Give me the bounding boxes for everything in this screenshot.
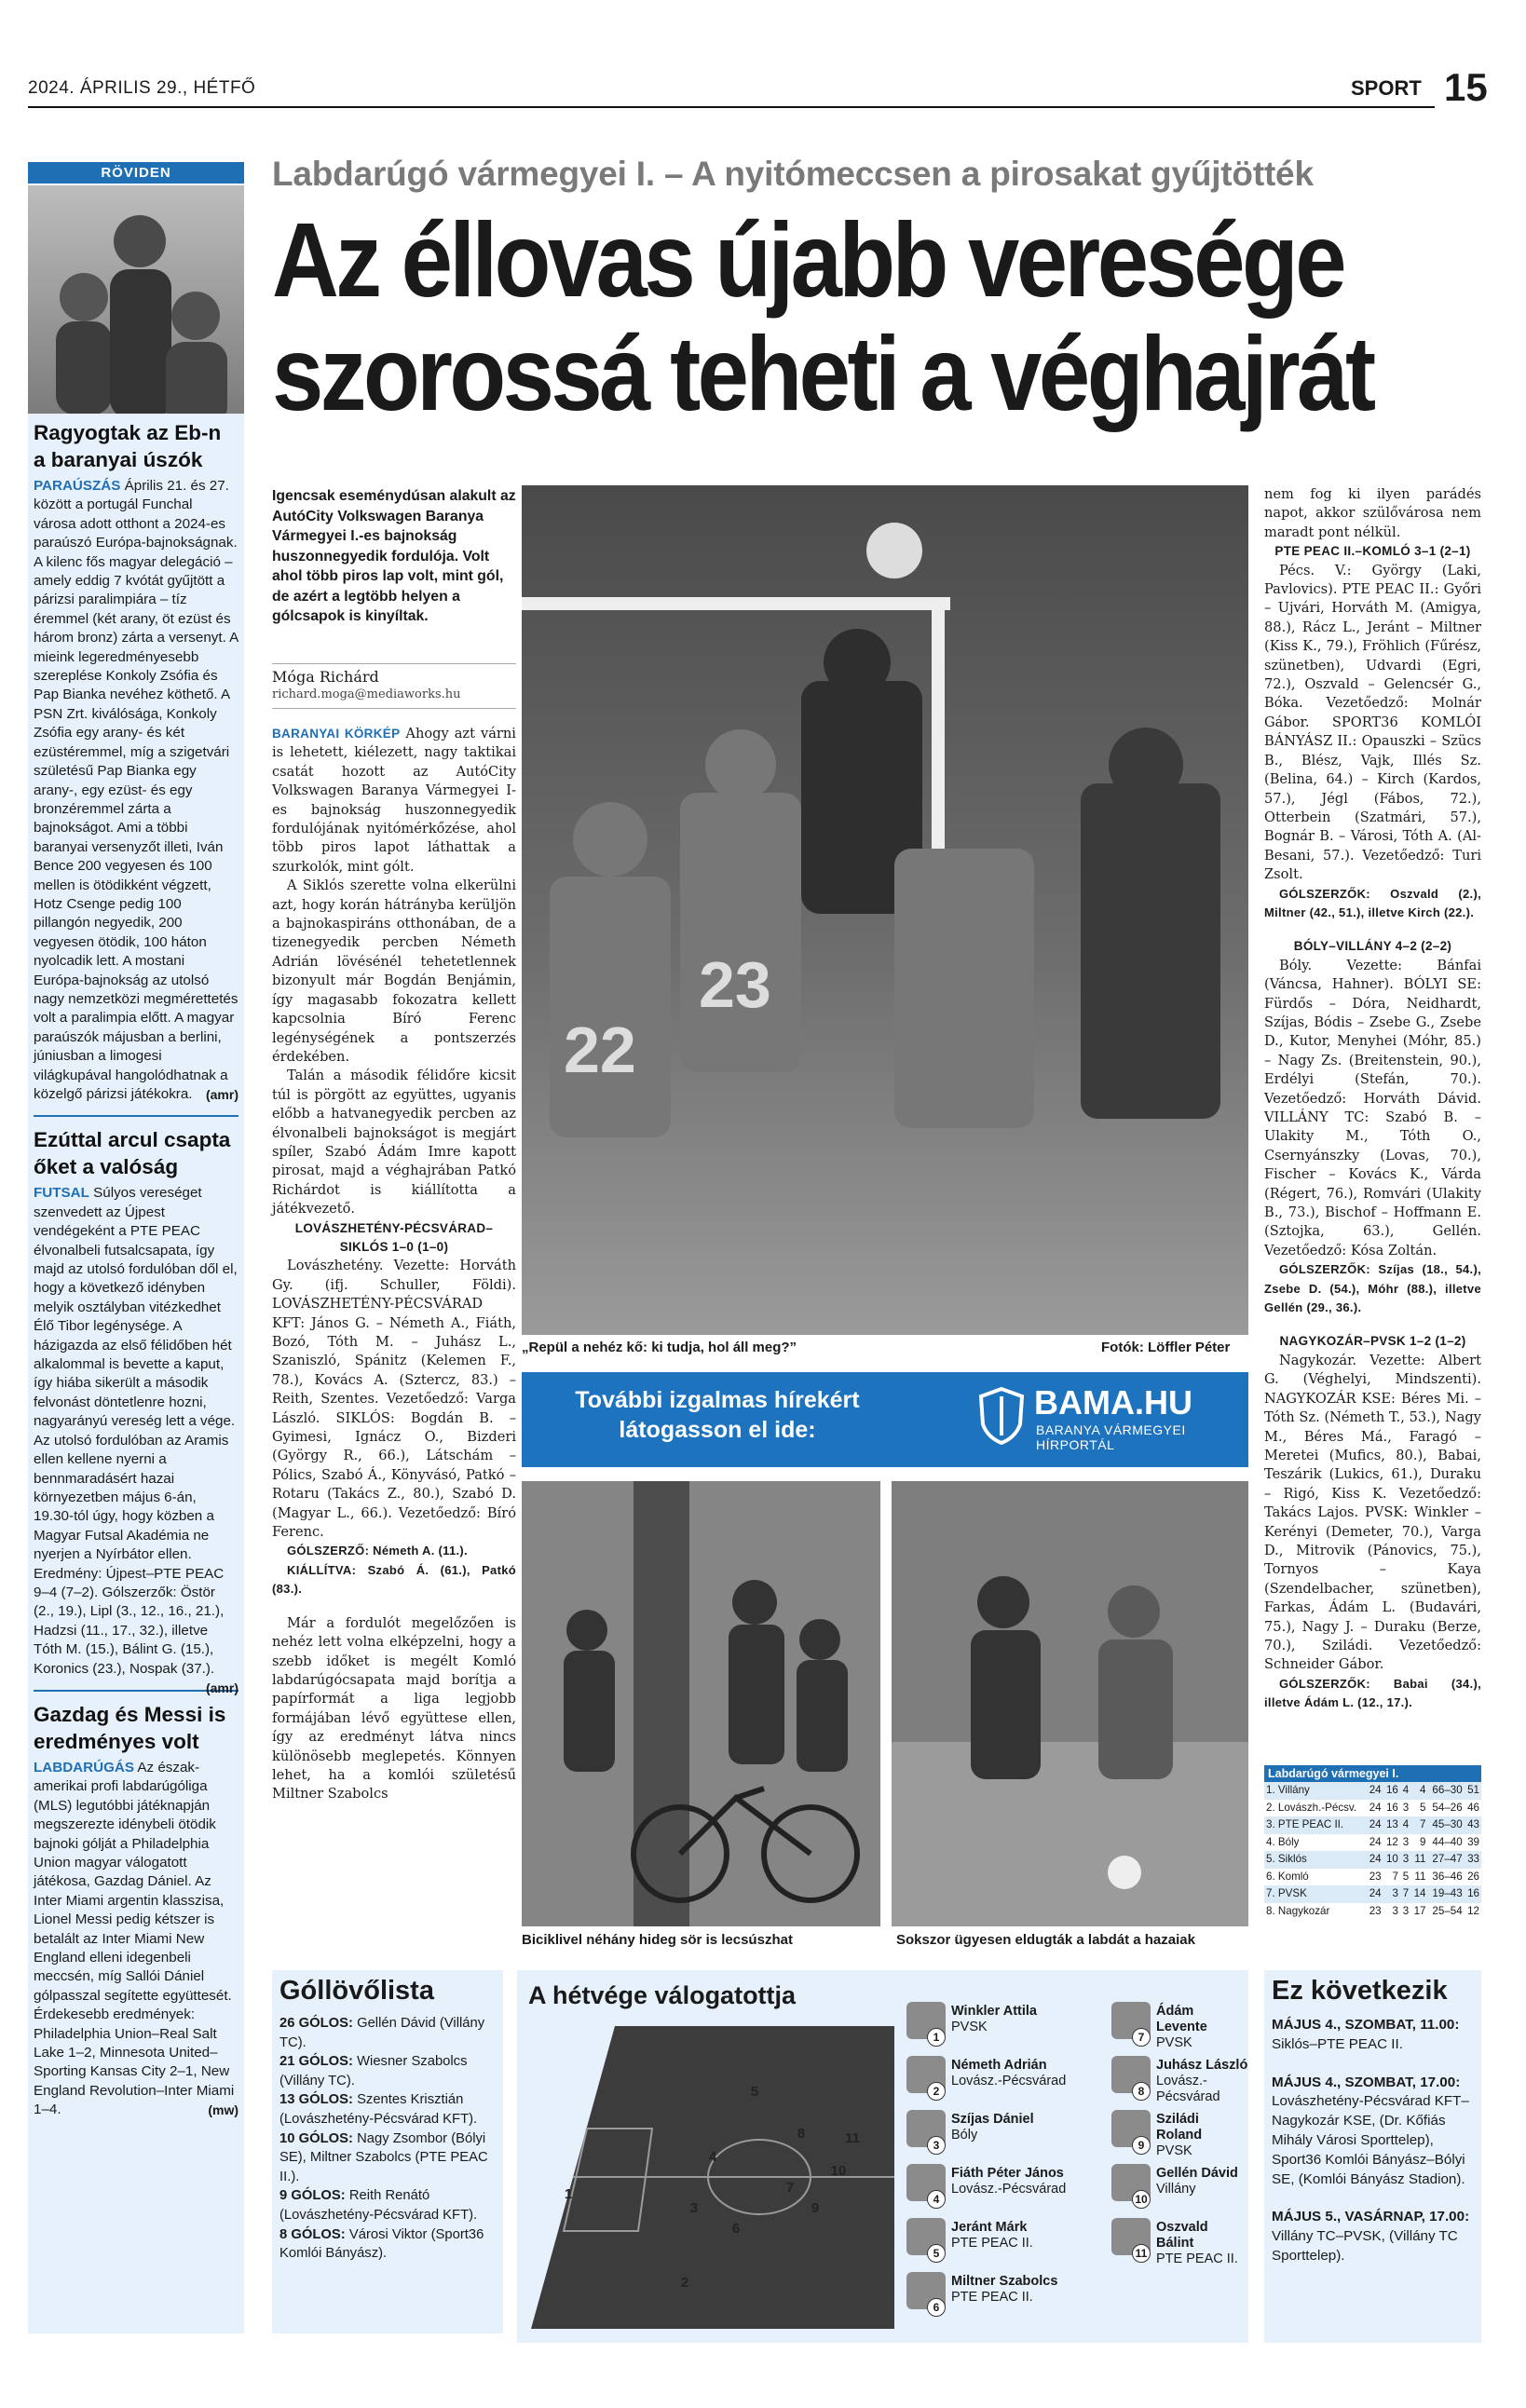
player-number: 4	[927, 2190, 946, 2209]
short-news-2-title: Ezúttal arcul csapta őket a valóság	[34, 1128, 231, 1179]
player-shirt: 7	[776, 2173, 804, 2201]
top-scorer-entry	[272, 2090, 503, 2129]
player-name: Miltner Szabolcs	[951, 2274, 1058, 2289]
player-entry	[951, 2166, 1066, 2197]
dribble-image	[892, 1481, 1248, 1926]
fixture-matches: Lovászhetény-Pécsvárad KFT–Nagykozár KSE, (Dr. Kőfiás Mihály Városi Sporttelep), Sport36 Komlói Bányász–Bólyi SE, (Komlói Bányász Stadion).	[1272, 2093, 1469, 2187]
short-news-divider	[34, 1115, 238, 1117]
player-number: 3	[927, 2136, 946, 2155]
player-club: Villány	[1156, 2182, 1196, 2197]
player-shirt: 5	[741, 2077, 769, 2105]
stat-cell: 4	[1400, 1816, 1410, 1834]
fixture-entry	[1264, 2016, 1481, 2055]
player-club: PVSK	[1156, 2035, 1192, 2050]
stat-cell: 11	[1410, 1851, 1427, 1869]
article-kicker: Labdarúgó vármegyei I. – A nyitómeccsen a pirosakat gyűjtötték	[272, 155, 1314, 193]
player-name: Winkler Attila	[951, 2004, 1037, 2019]
stat-cell: 24	[1369, 1835, 1382, 1848]
player-number: 8	[1132, 2082, 1151, 2101]
stat-cell: 5	[1402, 1870, 1410, 1883]
player-club: PTE PEAC II.	[951, 2290, 1033, 2305]
table-row	[1264, 1869, 1481, 1886]
player-number: 2	[927, 2082, 946, 2101]
photo-3-caption: Sokszor ügyesen eldugták a labdát a hazaiak	[896, 1932, 1195, 1948]
team-name-cell: 5. Siklós	[1264, 1851, 1366, 1869]
short-news-1-body	[28, 477, 244, 1104]
article-section-kicker: BARANYAI KÖRKÉP	[272, 727, 401, 741]
stat-cell: 54–26	[1432, 1801, 1463, 1814]
stat-cell: 43	[1465, 1816, 1481, 1834]
player-club: Bóly	[951, 2128, 978, 2143]
paragraph: Talán a második félidőre kicsit túl is pörgött az együttes, ugyanis előbb a hatvanegyedik percben az élvonalbeli bajnokságot is megjárt spíler, Szabó Ádám Imre kapott pirosat, majd a véghajrában Patkó Richárdot is kiállította a játékvezető.	[272, 1068, 516, 1218]
player-number: 7	[1132, 2028, 1151, 2047]
stat-cell: 24	[1366, 1816, 1383, 1834]
team-name-cell: 1. Villány	[1264, 1782, 1366, 1800]
stat-cell: 3	[1383, 1885, 1400, 1903]
match-report: Pécs. V.: György (Laki, Pavlovics). PTE PEAC II.: Győri – Ujvári, Horváth M. (Amigya, 88.), Rácz L., Jeránt – Miltner (Kiss K., 79.), Fröhlich (Fűrész, szünetben), Udvardi (Egri, 72.), Oszvald – Gelencsér G., Bóka. Vezetőedző: Molnár Gábor. SPORT36 KOMLÓI BÁNYÁSZ II.: Opauszki – Szücs B., Blész, Vajk, Illés Sz. (Belina, 64.) – Kirch (Kardos, 57.), Jégl (Fábos, 72.), Otterbein (Szatmári, 57.), Bognár B. – Városi, Tóth A. (Al-Besani, 57.). Vezetőedző: Turi Zsolt.	[1264, 562, 1481, 883]
stat-cell: 16	[1385, 1801, 1398, 1814]
fixture-matches: Villány TC–PVSK, (Villány TC Sporttelep).	[1272, 2228, 1458, 2264]
league-table-title: Labdarúgó vármegyei I.	[1264, 1765, 1481, 1782]
top-scorer-entry	[272, 2129, 503, 2187]
scorer-name: Városi Viktor (Sport36 Komlói Bányász).	[279, 2226, 484, 2262]
spectators-bicycle-photo	[522, 1481, 880, 1926]
stat-cell: 3	[1392, 1904, 1398, 1917]
player-name: Gellén Dávid	[1156, 2166, 1238, 2181]
fixture-date: MÁJUS 4., SZOMBAT, 11.00:	[1272, 2017, 1460, 2033]
player-entry	[1156, 2112, 1248, 2159]
player-club: PVSK	[951, 2020, 988, 2034]
top-scorer-entry	[272, 2052, 503, 2090]
article-column-1	[272, 725, 516, 1804]
match-report: Bóly. Vezette: Bánfai (Váncsa, Hahner). BÓLYI SE: Fürdős – Dóra, Neidhardt, Szíjas, Bódis – Zsebe G., Zsebe D., Kutor, Menyhei (Móhr, 85.) – Nagy Zs. (Breitenstein, 90.), Erdélyi (Stefán, 70.). Vezetőedző: Horváth Dávid. VILLÁNY TC: Szabó B. – Ulakity M., Tóth O., Csernyánszky (Lovas, 70.), Fischer – Kovács K., Várda (Régert, 76.), Romvári (Ulakity B., 73.), Bischof – Hoffmann E. (Sztojka, 63.), Gellén. Vezetőedző: Kósa Zoltán.	[1264, 957, 1481, 1258]
stat-cell: 36–46	[1432, 1870, 1463, 1883]
team-name-cell: 8. Nagykozár	[1266, 1904, 1330, 1917]
team-name-cell: 3. PTE PEAC II.	[1264, 1816, 1366, 1834]
match-scorers: GÓLSZERZŐK: Oszvald (2.), Miltner (42., 51.), illetve Kirch (22.).	[1264, 886, 1481, 919]
table-row	[1264, 1834, 1481, 1852]
player-number: 5	[927, 2244, 946, 2263]
bama-promo-banner[interactable]	[522, 1372, 1248, 1467]
goal-count: 8 GÓLOS:	[279, 2226, 346, 2242]
banner-text: További izgalmas hírekért látogasson el ide:	[575, 1387, 860, 1443]
short-news-2-body	[28, 1184, 244, 1695]
table-row	[1264, 1903, 1481, 1921]
player-shirt: 3	[680, 2194, 708, 2222]
author-email[interactable]: richard.moga@mediaworks.hu	[272, 687, 461, 701]
player-number: 10	[1132, 2190, 1151, 2209]
player-number: 6	[927, 2298, 946, 2317]
stat-cell: 14	[1410, 1885, 1427, 1903]
player-shirt: 4	[699, 2143, 727, 2170]
svg-text:23: 23	[699, 948, 771, 1021]
player-entry	[951, 2058, 1066, 2089]
spectators-image	[522, 1481, 880, 1926]
short-news-1-text: Április 21. és 27. között a portugál Funchal városa adott otthont a 2024-es paraúszó Európa-bajnokságnak. A kilenc fős magyar delegáció – amely eddig 7 kvótát gyűjtött a párizsi paralimpiára – tíz éremmel (két arany, öt ezüst és három bronz) zárta a versenyt. A mieink legeredményesebb szereplése Konkoly Zsófia és Pap Bianka nevéhez köthető. A PSN Zrt. kiválósága, Konkoly Zsófia egy arany- és két ezüstéremmel, míg a szigetvári születésű Pap Bianka egy arany-, egy ezüst- és egy bronzéremmel zárta a bajnokságot. Ami a többi baranyai versenyzőt illeti, Iván Bence 200 vegyesen és 100 mellen is ötödikként végzett, Hotz Csenge pedig 100 pillangón negyedik, 200 vegyesen ötödik, 100 háton nyolcadik lett. A mostani Európa-bajnokság az utolsó nagy nemzetközi megmérettetés volt a paralimpia előtt. A magyar paraúszók májusban a berlini, júniusban a limogesi világkupával hangolódhatnak a közelgő párizsi játékokra.	[34, 478, 238, 1102]
stat-cell: 7	[1410, 1816, 1427, 1834]
player-entry	[1156, 2004, 1248, 2051]
scorer-name: Reith Renátó (Lovászhetény-Pécsvárad KFT).	[279, 2188, 478, 2223]
stat-cell: 10	[1383, 1851, 1400, 1869]
short-news-3-sig: (mw)	[208, 2102, 238, 2118]
paragraph: nem fog ki ilyen parádés napot, akkor szülővárosa nem maradt pont nélkül.	[1264, 486, 1481, 540]
stat-cell: 44–40	[1432, 1835, 1463, 1848]
stat-cell: 27–47	[1427, 1851, 1464, 1869]
player-club: PTE PEAC II.	[1156, 2252, 1238, 2266]
match-scorers: GÓLSZERZŐK: Babai (34.), illetve Ádám L. (12., 17.).	[1264, 1676, 1481, 1710]
stat-cell: 25–54	[1432, 1904, 1463, 1917]
fixture-matches: Siklós–PTE PEAC II.	[1272, 2035, 1403, 2052]
scorer-name: Nagy Zsombor (Bólyi SE), Miltner Szabolcs (PTE PEAC II.).	[279, 2130, 488, 2184]
stat-cell: 19–43	[1427, 1885, 1464, 1903]
stat-cell: 7	[1400, 1885, 1410, 1903]
logo-sub-1: BARANYA VÁRMEGYEI	[1036, 1422, 1186, 1437]
player-name: Ádám Levente	[1156, 2004, 1207, 2034]
match-title: BÓLY–VILLÁNY 4–2 (2–2)	[1293, 939, 1452, 954]
top-scorer-entry	[272, 2186, 503, 2224]
fixture-entry	[1264, 2208, 1481, 2265]
stat-cell: 24	[1366, 1851, 1383, 1869]
stat-cell: 13	[1383, 1816, 1400, 1834]
paragraph: Ahogy azt várni is lehetett, kiélezett, nagy taktikai csatát hozott az AutóCity Volkswagen Baranya Vármegyei I-es bajnokság huszonnegyedik fordulójának nyitómérkőzése, ahol több piros lapot láthattak a szurkolók, mint gólt.	[272, 726, 516, 875]
shield-icon	[978, 1387, 1025, 1445]
stat-cell: 3	[1402, 1835, 1410, 1848]
goal-count: 10 GÓLOS:	[279, 2130, 353, 2146]
short-news-2-text: Súlyos vereséget szenvedett az Újpest vendégeként a PTE PEAC élvonalbeli futsalcsapata, így majd az utolsó fordulóban dől el, hogy a következő idényben melyik osztályban vitézkedhet Élő Tibor legénysége. A házigazda az első félidőben hét alkalommal is bevette a kaput, így hiába sikerült a második felvonást döntetlenre hozni, nagyarányú vereség lett a vége. Az utolsó fordulóban az Aramis ellen kellene nyerni a bennmaradásért hazai környezetben május 6-án, 19.30-tól úgy, hogy közben a Magyar Futsal Akadémia ne nyerjen a Nyírbátor ellen. Eredmény: Újpest–PTE PEAC 9–4 (7–2). Gólszerzők: Östör (2., 19.), Lipl (3., 12., 16., 21.), Hadzsi (11., 17., 32.), illetve Tóth M. (15.), Bálint G. (15.), Koronics (23.), Nospak (37.).	[34, 1185, 238, 1677]
league-table-grid	[1264, 1782, 1481, 1920]
svg-text:22: 22	[564, 1014, 636, 1086]
player-entry	[1156, 2058, 1248, 2105]
short-news-2-kicker: FUTSAL	[34, 1185, 89, 1202]
team-of-the-week-box	[517, 1970, 1248, 2343]
player-entry	[951, 2220, 1033, 2252]
top-scorer-entry	[272, 2225, 503, 2264]
paragraph: A Siklós szerette volna elkerülni azt, hogy korán hátrányba kerüljön a bajnokaspiráns otthonában, de a tizenegyedik percben Németh Adrián lövésénél tehetetlennek bizonyult már Bogdán Benjámin, így magasabb fokozatra kellett kapcsolnia Bíró Ferenc legénységének a pontszerzés érdekében.	[272, 877, 516, 1065]
player-club: Lovász.-Pécsvárad	[951, 2182, 1067, 2197]
player-entry	[951, 2112, 1034, 2143]
stat-cell: 24	[1369, 1801, 1382, 1814]
player-shirt: 2	[671, 2268, 699, 2296]
player-name: Fiáth Péter János	[951, 2166, 1064, 2181]
main-match-photo	[522, 485, 1248, 1335]
top-scorer-entry	[272, 2014, 503, 2052]
player-club: Lovász.-Pécsvárad	[951, 2074, 1067, 2088]
player-name: Oszvald Bálint	[1156, 2220, 1208, 2251]
header-rule	[28, 106, 1435, 108]
short-news-3-body	[28, 1759, 244, 2120]
byline-rule	[272, 708, 516, 709]
stat-cell: 23	[1369, 1870, 1382, 1883]
player-shirt: 11	[838, 2124, 866, 2152]
match-title: LOVÁSZHETÉNY-PÉCSVÁRAD–SIKLÓS 1–0 (1–0)	[294, 1220, 494, 1254]
match-scorers: GÓLSZERZŐK: Szíjas (18., 54.), Zsebe D. (54.), Móhr (88.), illetve Gellén (29., 36.).	[1264, 1262, 1481, 1315]
bama-logo[interactable]	[978, 1385, 1220, 1454]
stat-cell: 3	[1400, 1851, 1410, 1869]
team-of-the-week-title: A hétvége válogatottja	[528, 1981, 797, 2009]
table-row	[1264, 1816, 1481, 1834]
stat-cell: 66–30	[1427, 1782, 1464, 1800]
article-headline	[272, 203, 1420, 430]
stat-cell: 16	[1383, 1782, 1400, 1800]
headline-line-2: szorossá teheti a véghajrát	[272, 315, 1373, 432]
stat-cell: 16	[1465, 1885, 1481, 1903]
player-club: Lovász.-Pécsvárad	[1156, 2074, 1220, 2104]
top-scorers-title: Góllövőlista	[279, 1976, 434, 2006]
short-news-label	[28, 158, 244, 185]
scorer-name: Gellén Dávid (Villány TC).	[279, 2016, 485, 2050]
stat-cell: 4	[1410, 1782, 1427, 1800]
stat-cell: 7	[1392, 1870, 1398, 1883]
top-scorers-box	[272, 1970, 503, 2333]
player-entry	[951, 2004, 1037, 2035]
stat-cell: 11	[1414, 1870, 1426, 1883]
player-shirt: 10	[824, 2156, 852, 2184]
scorer-name: Szentes Krisztián (Lovászhetény-Pécsvárad KFT).	[279, 2092, 478, 2127]
player-name: Jeránt Márk	[951, 2220, 1028, 2235]
author-name: Móga Richárd	[272, 663, 516, 686]
player-club: PVSK	[1156, 2143, 1192, 2158]
paragraph: Már a fordulót megelőzően is nehéz lett volna elképzelni, hogy a szebb időket is megélt Komló labdarúgócsapata majd borítja a papírformát a liga legjobb formájában lévő együttese ellen, így az eredményt látva nincs különösebb meglepetés. Könnyen lehet, ha a komlói születésű Miltner Szabolcs	[272, 1614, 516, 1803]
team-name-cell: 6. Komló	[1266, 1870, 1309, 1883]
team-name-cell: 7. PVSK	[1264, 1885, 1366, 1903]
match-title: PTE PEAC II.–KOMLÓ 3–1 (2–1)	[1274, 544, 1471, 559]
team-name-cell: 4. Bóly	[1266, 1835, 1300, 1848]
upcoming-fixtures-title: Ez következik	[1272, 1976, 1448, 2006]
player-entry	[1156, 2220, 1248, 2267]
table-row	[1264, 1800, 1481, 1817]
player-entry	[1156, 2166, 1238, 2197]
stat-cell: 4	[1400, 1782, 1410, 1800]
player-number: 11	[1132, 2244, 1151, 2263]
player-name: Sziládi Roland	[1156, 2112, 1203, 2143]
stat-cell: 51	[1465, 1782, 1481, 1800]
table-row	[1264, 1885, 1481, 1903]
player-number: 9	[1132, 2136, 1151, 2155]
player-entry	[951, 2274, 1057, 2306]
short-news-3-kicker: LABDARÚGÁS	[34, 1759, 134, 1775]
goalmouth-action-image	[522, 485, 1248, 1335]
stat-cell: 46	[1467, 1801, 1479, 1814]
short-news-2-sig: (amr)	[205, 1680, 238, 1695]
player-club: PTE PEAC II.	[951, 2236, 1033, 2251]
player-shirt: 9	[801, 2194, 829, 2222]
stat-cell: 3	[1402, 1801, 1410, 1814]
goal-count: 13 GÓLOS:	[279, 2092, 353, 2108]
upcoming-fixtures-box	[1264, 1970, 1481, 2343]
logo-text: BAMA.HU	[1034, 1383, 1192, 1422]
stat-cell: 33	[1465, 1851, 1481, 1869]
headline-line-1: Az éllovas újabb veresége	[272, 201, 1344, 319]
article-lede: Igencsak eseménydúsan alakult az AutóCity Volkswagen Baranya Vármegyei I.-es bajnokság huszonnegyedik fordulója. Volt ahol több piros lap volt, mint gól, de azért a legtöbb helyen a gólcsapok is kinyíltak.	[272, 488, 516, 624]
player-shirt: 6	[722, 2214, 750, 2242]
scorer-name: Wiesner Szabolcs (Villány TC).	[279, 2054, 468, 2088]
table-row	[1264, 1851, 1481, 1869]
photo-credit: Fotók: Löffler Péter	[1101, 1340, 1231, 1355]
swimmers-photo-image	[28, 185, 244, 414]
stat-cell: 24	[1366, 1782, 1383, 1800]
short-news-3-text: Az észak-amerikai profi labdarúgóliga (MLS) legutóbbi játéknapján megszerezte idénybeli ötödik bajnoki gólját a Philadelphia Union magyar válogatott játékosa, Gazdag Dániel. Az Inter Miami argentin klasszisa, Lionel Messi pedig kétszer is betalált az Inter Miami New England elleni idegenbeli meccsén, míg Sallói Dániel gólpasszal segítette együttesét. Érdekesebb eredmények: Philadelphia Union–Real Salt Lake 1–2, Minnesota United–Sporting Kansas City 2–1, New England Revolution–Inter Miami 1–4.	[34, 1759, 235, 2118]
page-number: 15	[1444, 65, 1488, 109]
stat-cell: 39	[1467, 1835, 1479, 1848]
match-report: Nagykozár. Vezette: Albert G. (Véghelyi, Mindszenti). NAGYKOZÁR KSE: Béres Mi. – Tóth Sz. (Németh T., 53.), Nagy M., Béres Má., Faragó – Meretei (Mufics, 80.), Babai, Teszárik (Lukics, 61.), Duraku – Rigó, Kiss K. Vezetőedző: Takács Lajos. PVSK: Winkler – Kerényi (Demeter, 70.), Varga D., Mitrovik (Pánovics, 75.), Tornyos – Kaya (Szendelbacher, szünetben), Farkas, Ádám L. (Budavári, 75.), Nagy J. – Duraku (Berze, 70.), Sziládi. Vezetőedző: Schneider Gábor.	[1264, 1352, 1481, 1673]
stat-cell: 24	[1366, 1885, 1383, 1903]
player-number: 1	[927, 2028, 946, 2047]
match-scorers: GÓLSZERZŐ: Németh A. (11.).	[287, 1544, 468, 1558]
logo-sub-2: HÍRPORTÁL	[1036, 1437, 1115, 1452]
goal-count: 9 GÓLOS:	[279, 2188, 346, 2204]
short-news-label-text: RÖVIDEN	[28, 162, 244, 184]
match-report: Lovászhetény. Vezette: Horváth Gy. (ifj. Schuller, Földi). LOVÁSZHETÉNY-PÉCSVÁRAD KFT: János G. – Németh A., Fiáth, Bozó, Tóth M. – Juhász L., Szaniszló, Spánitz (Kelemen F., 78.), Kovács A. (Sztercz, 83.) – Reith, Szentes. Vezetőedző: Varga László. SIKLÓS: Bogdán B. – Gyimesi, Ignácz O., Bizderi (György R., 66.), Látschám – Pólics, Szabó Á., Könyvásó, Patkó – Rotaru (Takács Z., 80.), Szabó D. (Magyar L., 66.). Vezetőedző: Bíró Ferenc.	[272, 1258, 516, 1541]
player-shirt: 1	[554, 2180, 582, 2208]
player-shirt: 8	[787, 2119, 815, 2147]
players-dribble-photo	[892, 1481, 1248, 1926]
stat-cell: 17	[1413, 1904, 1426, 1917]
league-table	[1264, 1765, 1481, 1920]
stat-cell: 9	[1420, 1835, 1426, 1848]
stat-cell: 12	[1467, 1904, 1479, 1917]
fixture-date: MÁJUS 5., VASÁRNAP, 17.00:	[1272, 2209, 1470, 2225]
short-news-1-sig: (amr)	[205, 1087, 238, 1102]
stat-cell: 5	[1420, 1801, 1426, 1814]
stat-cell: 12	[1385, 1835, 1398, 1848]
goal-count: 21 GÓLOS:	[279, 2054, 353, 2070]
team-name-cell: 2. Lovászh.-Pécsv.	[1266, 1801, 1357, 1814]
player-name: Németh Adrián	[951, 2058, 1047, 2073]
section-label: SPORT	[1351, 76, 1422, 100]
stat-cell: 45–30	[1427, 1816, 1464, 1834]
photo-2-caption: Biciklivel néhány hideg sör is lecsúszhat	[522, 1932, 793, 1948]
fixture-entry	[1264, 2074, 1481, 2190]
swimmers-photo	[28, 185, 244, 414]
short-news-3-title: Gazdag és Messi is eredményes volt	[34, 1702, 226, 1753]
short-news-1-title: Ragyogtak az Eb-n a baranyai úszók	[34, 421, 222, 471]
issue-date: 2024. ÁPRILIS 29., HÉTFŐ	[28, 78, 256, 98]
stat-cell: 26	[1467, 1870, 1479, 1883]
player-name: Szíjas Dániel	[951, 2112, 1034, 2127]
player-name: Juhász László	[1156, 2058, 1248, 2073]
stat-cell: 23	[1369, 1904, 1382, 1917]
short-news-sidebar	[28, 158, 244, 2333]
stat-cell: 3	[1402, 1904, 1410, 1917]
match-sentoff: KIÁLLÍTVA: Szabó Á. (61.), Patkó (83.).	[272, 1562, 516, 1597]
photo-1-caption: „Repül a nehéz kő: ki tudja, hol áll meg?”	[522, 1340, 797, 1355]
short-news-1-kicker: PARAÚSZÁS	[34, 478, 121, 494]
fixture-date: MÁJUS 4., SZOMBAT, 17.00:	[1272, 2074, 1461, 2090]
goal-count: 26 GÓLOS:	[279, 2016, 353, 2031]
article-column-3	[1264, 485, 1481, 1713]
table-row	[1264, 1782, 1481, 1800]
match-title: NAGYKOZÁR–PVSK 1–2 (1–2)	[1279, 1334, 1466, 1349]
